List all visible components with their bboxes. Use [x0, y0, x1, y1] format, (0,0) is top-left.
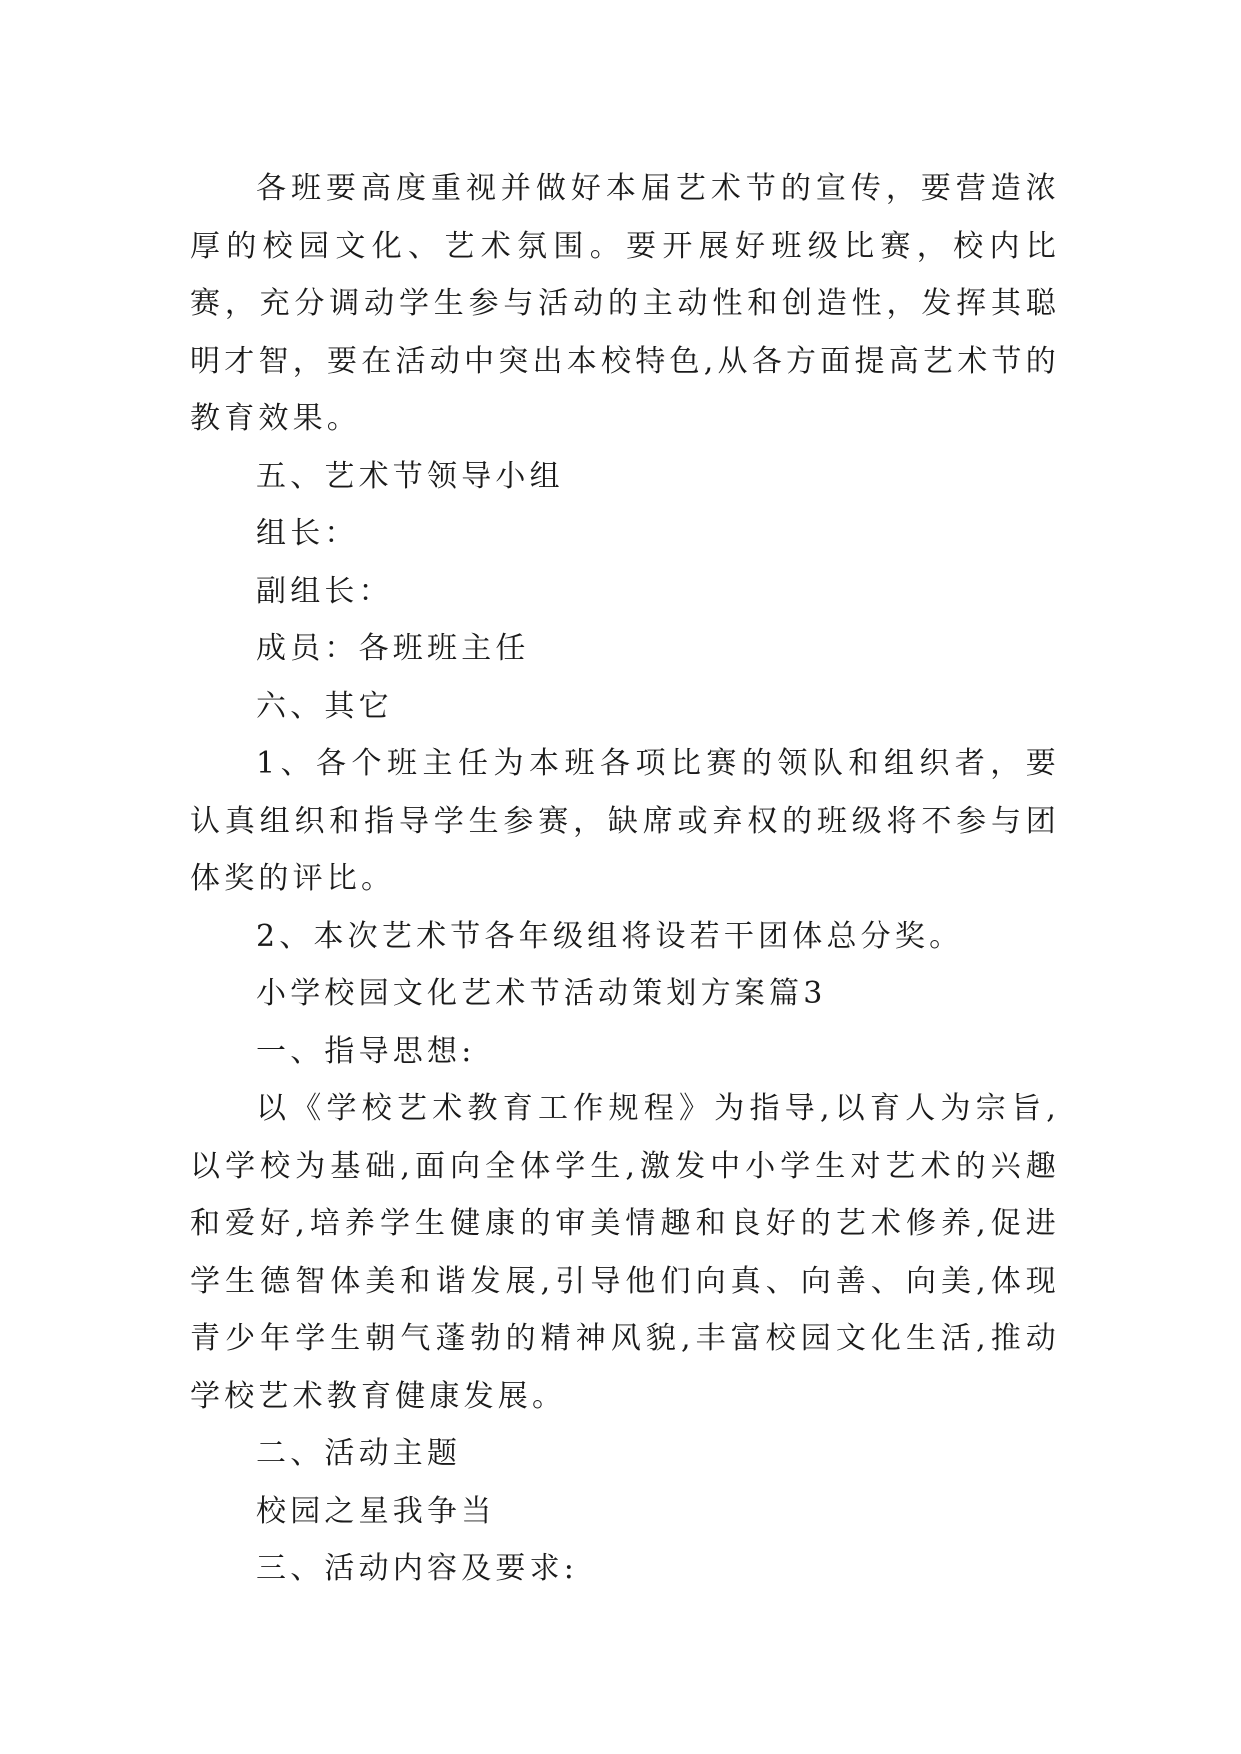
activity-theme-text: 校园之星我争当	[256, 1493, 496, 1529]
deputy-leader-line: 副组长：	[256, 573, 393, 609]
leader-line: 组长：	[256, 516, 359, 551]
members-line: 成员：各班班主任	[256, 631, 530, 666]
paragraph-item-2: 2、本次艺术节各年级组将设若干团体总分奖。	[256, 918, 964, 954]
paragraph-item-1: 1、各个班主任为本班各项比赛的领队和组织者，要认真组织和指导学生参赛，缺席或弃权的班级将不参与团体奖的评比。	[190, 746, 1060, 896]
heading-leadership-group: 五、艺术节领导小组	[256, 458, 564, 494]
document-page	[190, 160, 1060, 1598]
paragraph-publicity: 各班要高度重视并做好本届艺术节的宣传，要营造浓厚的校园文化、艺术氛围。要开展好班级比赛，校内比赛，充分调动学生参与活动的主动性和创造性，发挥其聪明才智，要在活动中突出本校特色,从各方面提高艺术节的教育效果。	[190, 171, 1060, 436]
heading-activity-theme: 二、活动主题	[256, 1436, 462, 1471]
heading-activity-content: 三、活动内容及要求:	[256, 1551, 579, 1586]
heading-guiding-ideology: 一、指导思想:	[256, 1033, 476, 1069]
section-title-plan-3: 小学校园文化艺术节活动策划方案篇3	[256, 976, 827, 1011]
heading-other: 六、其它	[256, 688, 393, 724]
paragraph-guiding-ideology: 以《学校艺术教育工作规程》为指导,以育人为宗旨,以学校为基础,面向全体学生,激发中小学生对艺术的兴趣和爱好,培养学生健康的审美情趣和良好的艺术修养,促进学生德智体美和谐发展,引导他们向真、向善、向美,体现青少年学生朝气蓬勃的精神风貌,丰富校园文化生活,推动学校艺术教育健康发展。	[190, 1091, 1060, 1414]
